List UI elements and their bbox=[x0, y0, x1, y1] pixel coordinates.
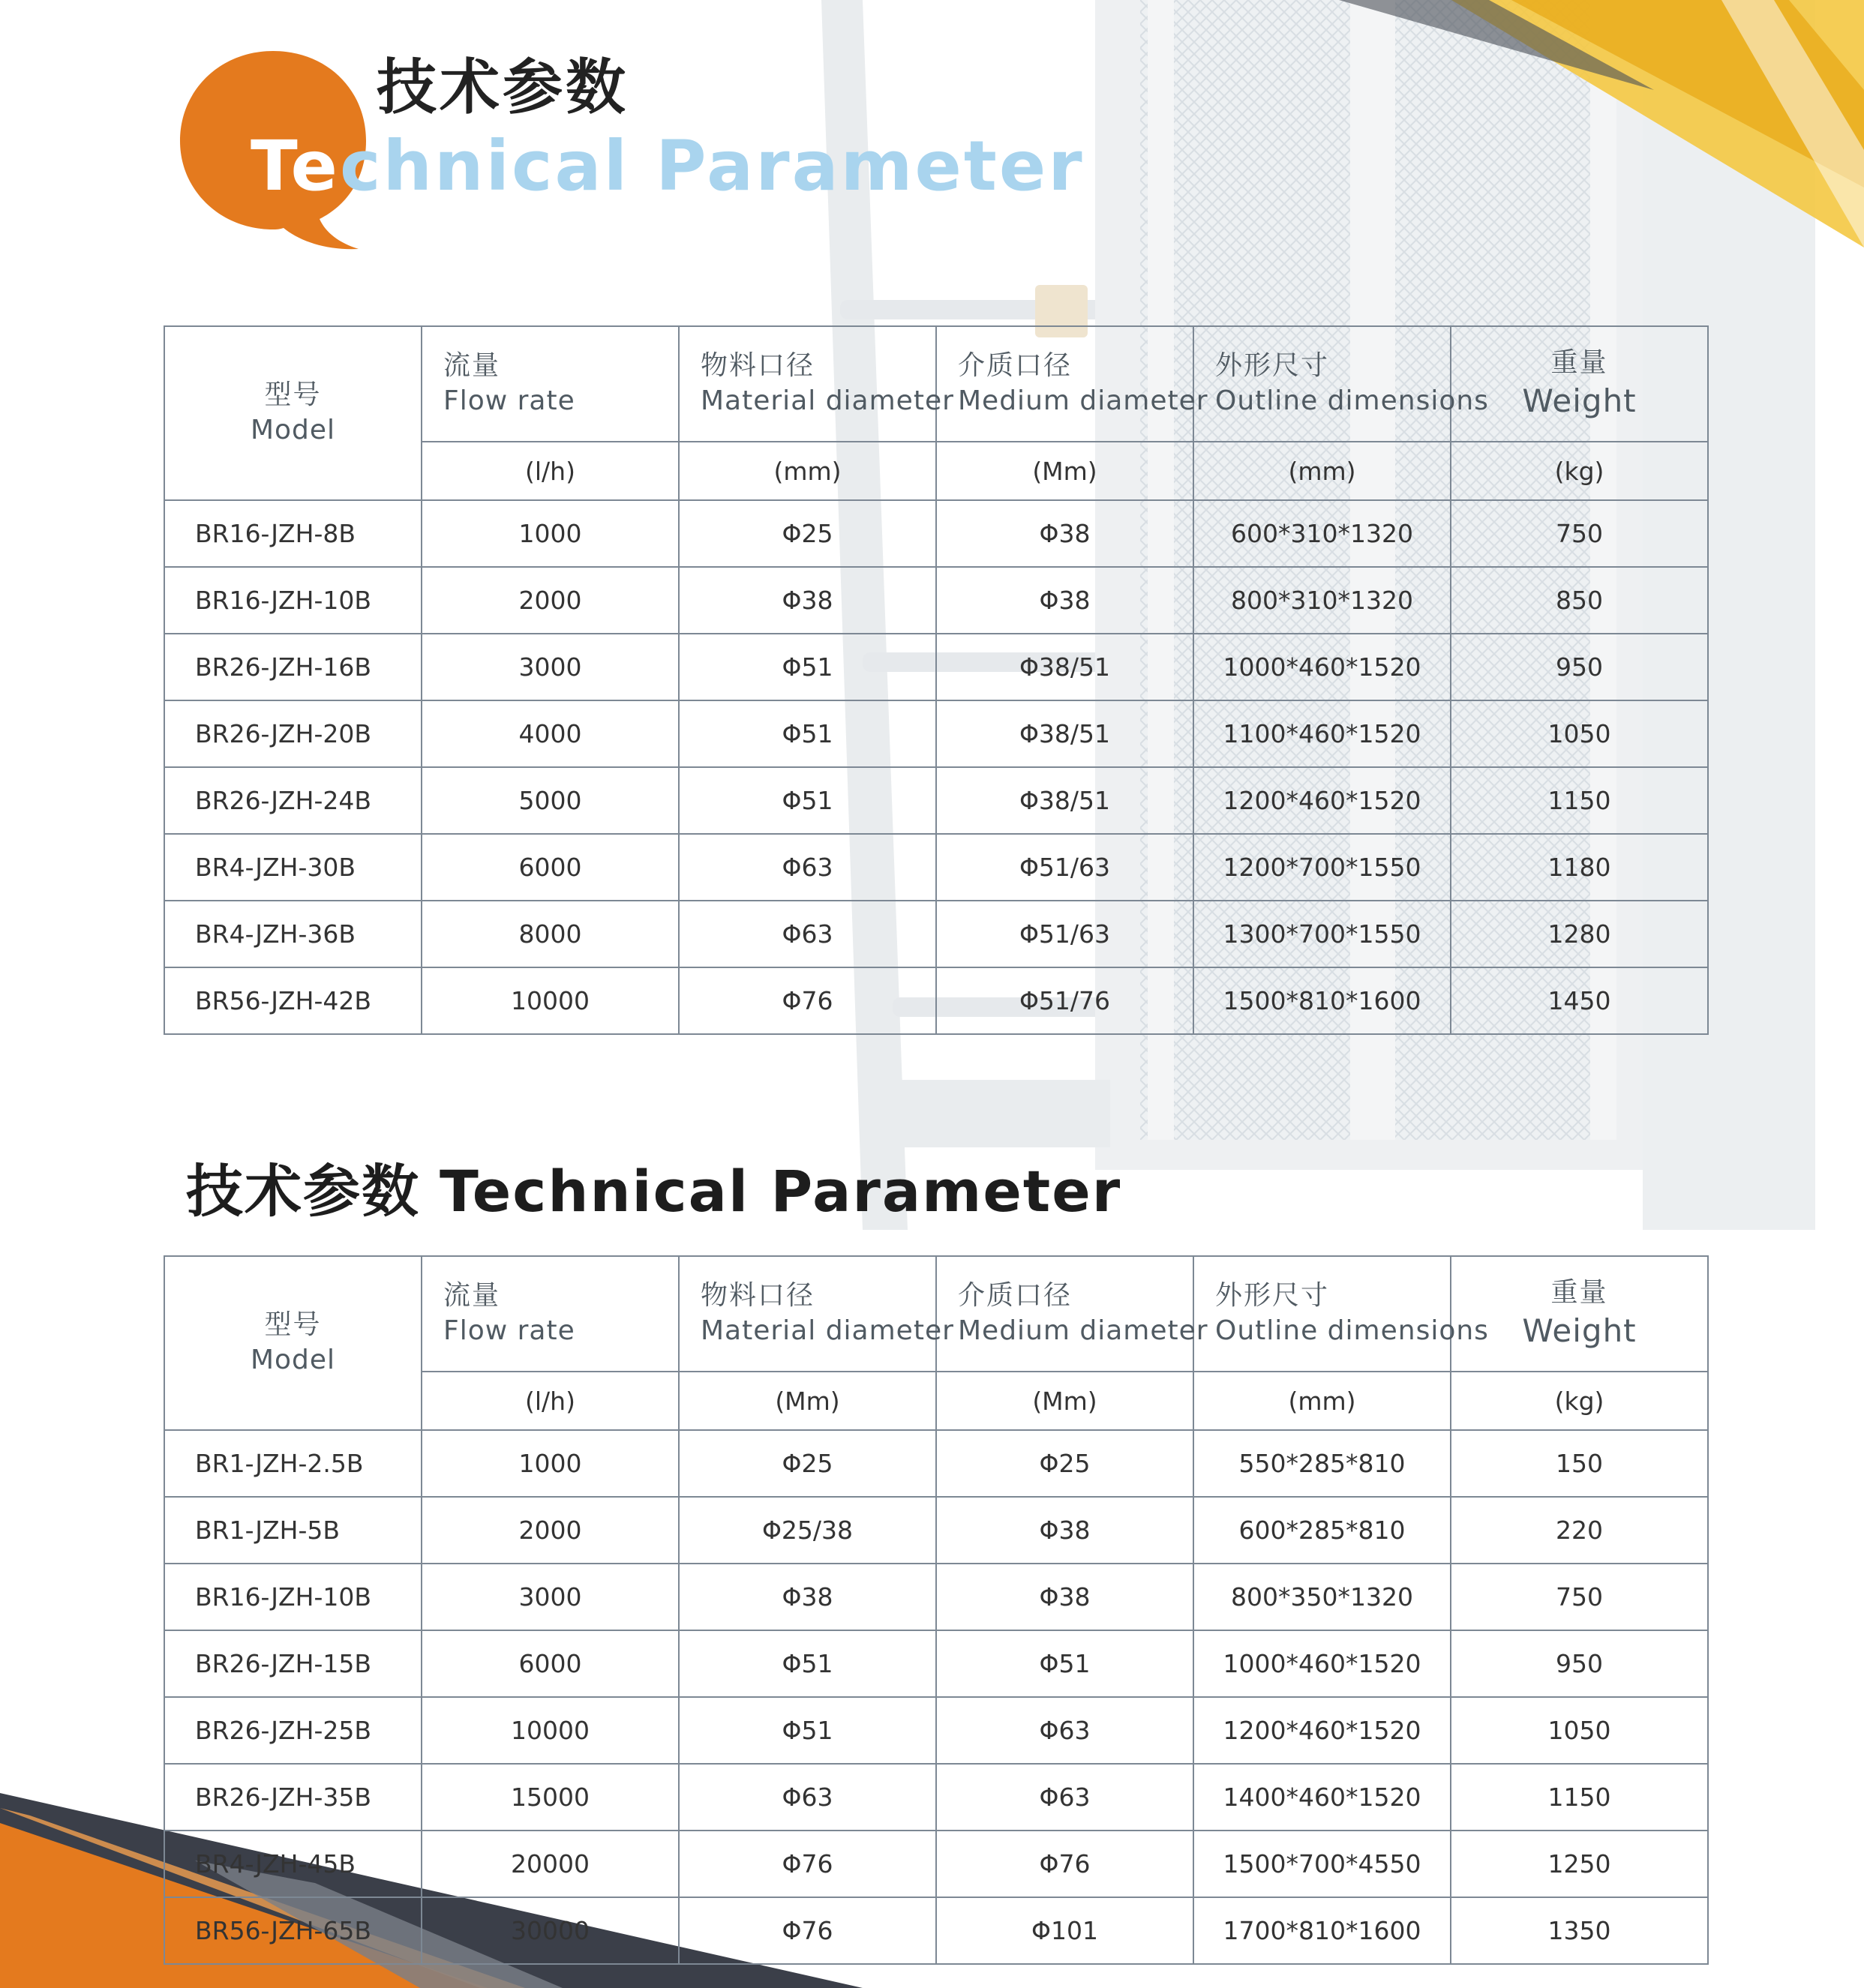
value-cell: 8000 bbox=[422, 901, 679, 967]
table-row bbox=[164, 967, 1708, 1034]
spec-table-1 bbox=[164, 325, 1709, 1035]
value-cell: Φ51 bbox=[679, 634, 936, 700]
model-cell: BR4-JZH-45B bbox=[164, 1831, 422, 1897]
page-title-cn: 技术参数 bbox=[377, 52, 629, 122]
header-flow: 流量 Flow rate bbox=[422, 326, 679, 442]
value-cell: Φ38 bbox=[936, 500, 1193, 567]
unit-cell: (mm) bbox=[679, 442, 936, 500]
table-row bbox=[164, 1897, 1708, 1964]
value-cell: 30000 bbox=[422, 1897, 679, 1964]
value-cell: Φ25/38 bbox=[679, 1497, 936, 1564]
value-cell: Φ51 bbox=[679, 1630, 936, 1697]
unit-cell: (Mm) bbox=[679, 1372, 936, 1430]
header-outline: 外形尺寸 Outline dimensions bbox=[1193, 326, 1451, 442]
value-cell: 6000 bbox=[422, 834, 679, 901]
header-weight: 重量 Weight bbox=[1451, 326, 1708, 442]
table-row bbox=[164, 834, 1708, 901]
value-cell: 15000 bbox=[422, 1764, 679, 1831]
unit-cell: (mm) bbox=[1193, 1372, 1451, 1430]
value-cell: 1500*810*1600 bbox=[1193, 967, 1451, 1034]
value-cell: 1450 bbox=[1451, 967, 1708, 1034]
value-cell: 1300*700*1550 bbox=[1193, 901, 1451, 967]
value-cell: 1700*810*1600 bbox=[1193, 1897, 1451, 1964]
value-cell: 3000 bbox=[422, 1564, 679, 1630]
value-cell: 10000 bbox=[422, 1697, 679, 1764]
model-cell: BR26-JZH-35B bbox=[164, 1764, 422, 1831]
value-cell: Φ76 bbox=[936, 1831, 1193, 1897]
value-cell: 220 bbox=[1451, 1497, 1708, 1564]
title-en-white-part: Te bbox=[251, 126, 340, 206]
value-cell: Φ51 bbox=[679, 700, 936, 767]
value-cell: Φ38 bbox=[679, 1564, 936, 1630]
value-cell: 800*350*1320 bbox=[1193, 1564, 1451, 1630]
value-cell: 1280 bbox=[1451, 901, 1708, 967]
value-cell: 1150 bbox=[1451, 1764, 1708, 1831]
unit-cell: (l/h) bbox=[422, 1372, 679, 1430]
header-outline: 外形尺寸 Outline dimensions bbox=[1193, 1256, 1451, 1372]
model-cell: BR1-JZH-5B bbox=[164, 1497, 422, 1564]
value-cell: 800*310*1320 bbox=[1193, 567, 1451, 634]
value-cell: 750 bbox=[1451, 1564, 1708, 1630]
model-cell: BR26-JZH-24B bbox=[164, 767, 422, 834]
page-title-en bbox=[251, 126, 1085, 206]
value-cell: 150 bbox=[1451, 1430, 1708, 1497]
table-row bbox=[164, 1697, 1708, 1764]
value-cell: 3000 bbox=[422, 634, 679, 700]
unit-cell: (l/h) bbox=[422, 442, 679, 500]
value-cell: 850 bbox=[1451, 567, 1708, 634]
value-cell: 1180 bbox=[1451, 834, 1708, 901]
value-cell: 750 bbox=[1451, 500, 1708, 567]
value-cell: Φ63 bbox=[679, 834, 936, 901]
value-cell: 950 bbox=[1451, 634, 1708, 700]
model-cell: BR26-JZH-16B bbox=[164, 634, 422, 700]
value-cell: 1200*700*1550 bbox=[1193, 834, 1451, 901]
value-cell: 1000 bbox=[422, 500, 679, 567]
value-cell: Φ51 bbox=[679, 1697, 936, 1764]
unit-cell: (kg) bbox=[1451, 442, 1708, 500]
value-cell: Φ63 bbox=[679, 1764, 936, 1831]
header-model: 型号 Model bbox=[164, 326, 422, 500]
value-cell: Φ51 bbox=[679, 767, 936, 834]
value-cell: 1200*460*1520 bbox=[1193, 1697, 1451, 1764]
header-medium: 介质口径 Medium diameter bbox=[936, 1256, 1193, 1372]
model-cell: BR26-JZH-25B bbox=[164, 1697, 422, 1764]
value-cell: 1500*700*4550 bbox=[1193, 1831, 1451, 1897]
value-cell: 1000*460*1520 bbox=[1193, 1630, 1451, 1697]
value-cell: Φ76 bbox=[679, 1831, 936, 1897]
value-cell: 1000 bbox=[422, 1430, 679, 1497]
value-cell: Φ38/51 bbox=[936, 634, 1193, 700]
value-cell: Φ38 bbox=[679, 567, 936, 634]
table-row bbox=[164, 567, 1708, 634]
value-cell: 2000 bbox=[422, 567, 679, 634]
model-cell: BR56-JZH-42B bbox=[164, 967, 422, 1034]
table-row bbox=[164, 767, 1708, 834]
model-cell: BR16-JZH-10B bbox=[164, 567, 422, 634]
decorative-corner-top-right bbox=[1264, 0, 1864, 247]
value-cell: Φ63 bbox=[936, 1764, 1193, 1831]
value-cell: 950 bbox=[1451, 1630, 1708, 1697]
model-cell: BR26-JZH-20B bbox=[164, 700, 422, 767]
value-cell: 1400*460*1520 bbox=[1193, 1764, 1451, 1831]
header-weight: 重量 Weight bbox=[1451, 1256, 1708, 1372]
header-flow: 流量 Flow rate bbox=[422, 1256, 679, 1372]
value-cell: 1000*460*1520 bbox=[1193, 634, 1451, 700]
value-cell: 5000 bbox=[422, 767, 679, 834]
value-cell: Φ25 bbox=[679, 500, 936, 567]
table-row bbox=[164, 1764, 1708, 1831]
unit-cell: (Mm) bbox=[936, 442, 1193, 500]
value-cell: Φ25 bbox=[936, 1430, 1193, 1497]
value-cell: 1050 bbox=[1451, 1697, 1708, 1764]
value-cell: Φ51 bbox=[936, 1630, 1193, 1697]
value-cell: 1150 bbox=[1451, 767, 1708, 834]
model-cell: BR16-JZH-8B bbox=[164, 500, 422, 567]
value-cell: Φ63 bbox=[936, 1697, 1193, 1764]
header-medium: 介质口径 Medium diameter bbox=[936, 326, 1193, 442]
value-cell: 20000 bbox=[422, 1831, 679, 1897]
table-row bbox=[164, 1564, 1708, 1630]
value-cell: 4000 bbox=[422, 700, 679, 767]
table-row bbox=[164, 1430, 1708, 1497]
model-cell: BR4-JZH-30B bbox=[164, 834, 422, 901]
value-cell: Φ25 bbox=[679, 1430, 936, 1497]
header-material: 物料口径 Material diameter bbox=[679, 326, 936, 442]
value-cell: 1200*460*1520 bbox=[1193, 767, 1451, 834]
value-cell: Φ101 bbox=[936, 1897, 1193, 1964]
value-cell: 600*310*1320 bbox=[1193, 500, 1451, 567]
unit-cell: (mm) bbox=[1193, 442, 1451, 500]
table-row bbox=[164, 1630, 1708, 1697]
value-cell: Φ38 bbox=[936, 567, 1193, 634]
spec-table-2 bbox=[164, 1255, 1709, 1965]
value-cell: 2000 bbox=[422, 1497, 679, 1564]
value-cell: Φ51/63 bbox=[936, 834, 1193, 901]
title-en-blue-part: chnical Parameter bbox=[339, 126, 1085, 206]
header-material: 物料口径 Material diameter bbox=[679, 1256, 936, 1372]
value-cell: 600*285*810 bbox=[1193, 1497, 1451, 1564]
value-cell: 1050 bbox=[1451, 700, 1708, 767]
value-cell: 1250 bbox=[1451, 1831, 1708, 1897]
table-row bbox=[164, 634, 1708, 700]
section-2-title: 技术参数 Technical Parameter bbox=[186, 1158, 1122, 1225]
model-cell: BR1-JZH-2.5B bbox=[164, 1430, 422, 1497]
value-cell: 550*285*810 bbox=[1193, 1430, 1451, 1497]
value-cell: Φ63 bbox=[679, 901, 936, 967]
unit-cell: (kg) bbox=[1451, 1372, 1708, 1430]
value-cell: 6000 bbox=[422, 1630, 679, 1697]
model-cell: BR16-JZH-10B bbox=[164, 1564, 422, 1630]
value-cell: 1100*460*1520 bbox=[1193, 700, 1451, 767]
table-row bbox=[164, 1831, 1708, 1897]
value-cell: Φ76 bbox=[679, 967, 936, 1034]
model-cell: BR4-JZH-36B bbox=[164, 901, 422, 967]
value-cell: Φ38 bbox=[936, 1564, 1193, 1630]
model-cell: BR56-JZH-65B bbox=[164, 1897, 422, 1964]
table-row bbox=[164, 1497, 1708, 1564]
value-cell: Φ51/76 bbox=[936, 967, 1193, 1034]
value-cell: 10000 bbox=[422, 967, 679, 1034]
value-cell: 1350 bbox=[1451, 1897, 1708, 1964]
unit-cell: (Mm) bbox=[936, 1372, 1193, 1430]
value-cell: Φ76 bbox=[679, 1897, 936, 1964]
table-row bbox=[164, 700, 1708, 767]
value-cell: Φ51/63 bbox=[936, 901, 1193, 967]
value-cell: Φ38/51 bbox=[936, 767, 1193, 834]
value-cell: Φ38/51 bbox=[936, 700, 1193, 767]
header-model: 型号 Model bbox=[164, 1256, 422, 1430]
value-cell: Φ38 bbox=[936, 1497, 1193, 1564]
table-row bbox=[164, 500, 1708, 567]
model-cell: BR26-JZH-15B bbox=[164, 1630, 422, 1697]
table-row bbox=[164, 901, 1708, 967]
